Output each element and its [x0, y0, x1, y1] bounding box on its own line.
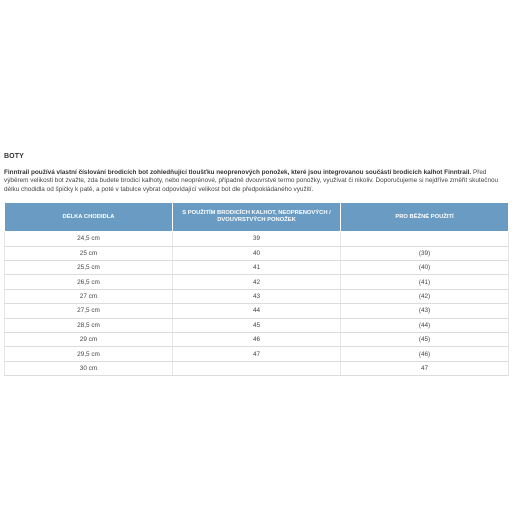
header-normal-use: PRO BĚŽNÉ POUŽITÍ	[341, 203, 509, 232]
cell-normal-use: (42)	[341, 289, 509, 303]
header-row	[5, 203, 509, 232]
size-guide-section	[4, 153, 508, 376]
table-row	[5, 361, 509, 375]
size-table	[4, 202, 509, 376]
section-heading: BOTY	[4, 153, 24, 160]
cell-normal-use: (40)	[341, 261, 509, 275]
table-row	[5, 246, 509, 260]
intro-lead: Finntrail používá vlastní číslování brodicích bot zohledňující tloušťku neoprenových ponožek, které jsou integrovanou součástí brodicích kalhot Finntrail.	[4, 169, 472, 176]
cell-normal-use: (46)	[341, 347, 509, 361]
cell-normal-use: (39)	[341, 246, 509, 260]
cell-foot-length: 27,5 cm	[5, 304, 173, 318]
cell-foot-length: 28,5 cm	[5, 318, 173, 332]
cell-normal-use: (41)	[341, 275, 509, 289]
cell-with-waders: 44	[173, 304, 341, 318]
cell-with-waders: 46	[173, 332, 341, 346]
header-foot-length: DÉLKA CHODIDLA	[5, 203, 173, 232]
header-with-waders: S POUŽITÍM BRODICÍCH KALHOT, NEOPRENOVÝCH / DVOUVRSTVÝCH PONOŽEK	[173, 203, 341, 232]
cell-foot-length: 30 cm	[5, 361, 173, 375]
table-row	[5, 289, 509, 303]
cell-with-waders: 39	[173, 232, 341, 246]
table-row	[5, 304, 509, 318]
cell-with-waders: 40	[173, 246, 341, 260]
cell-foot-length: 24,5 cm	[5, 232, 173, 246]
cell-with-waders: 43	[173, 289, 341, 303]
table-row	[5, 232, 509, 246]
intro-rest: Před výběrem velikosti bot zvažte, zda budete brodicí kalhoty, nebo neoprénové, případně dvouvrstvé termo ponožky, využívat či nikoliv. Doporučujeme si nejdříve změřit skutečnou délku chodidla od špičky k patě, a poté v tabulce vybrat odpovídající velikost bot dle předpokládaného využití.	[4, 169, 499, 193]
cell-normal-use: (44)	[341, 318, 509, 332]
intro-paragraph	[4, 169, 508, 194]
cell-foot-length: 26,5 cm	[5, 275, 173, 289]
table-row	[5, 275, 509, 289]
table-row	[5, 332, 509, 346]
cell-with-waders: 45	[173, 318, 341, 332]
cell-foot-length: 29 cm	[5, 332, 173, 346]
cell-normal-use: (43)	[341, 304, 509, 318]
cell-with-waders: 42	[173, 275, 341, 289]
cell-foot-length: 25,5 cm	[5, 261, 173, 275]
table-row	[5, 318, 509, 332]
table-header	[5, 203, 509, 232]
cell-foot-length: 25 cm	[5, 246, 173, 260]
table-body	[5, 232, 509, 376]
cell-foot-length: 29,5 cm	[5, 347, 173, 361]
cell-normal-use: (45)	[341, 332, 509, 346]
cell-foot-length: 27 cm	[5, 289, 173, 303]
table-row	[5, 347, 509, 361]
cell-normal-use	[341, 232, 509, 246]
cell-with-waders: 47	[173, 347, 341, 361]
table-row	[5, 261, 509, 275]
cell-with-waders: 41	[173, 261, 341, 275]
cell-normal-use: 47	[341, 361, 509, 375]
cell-with-waders	[173, 361, 341, 375]
